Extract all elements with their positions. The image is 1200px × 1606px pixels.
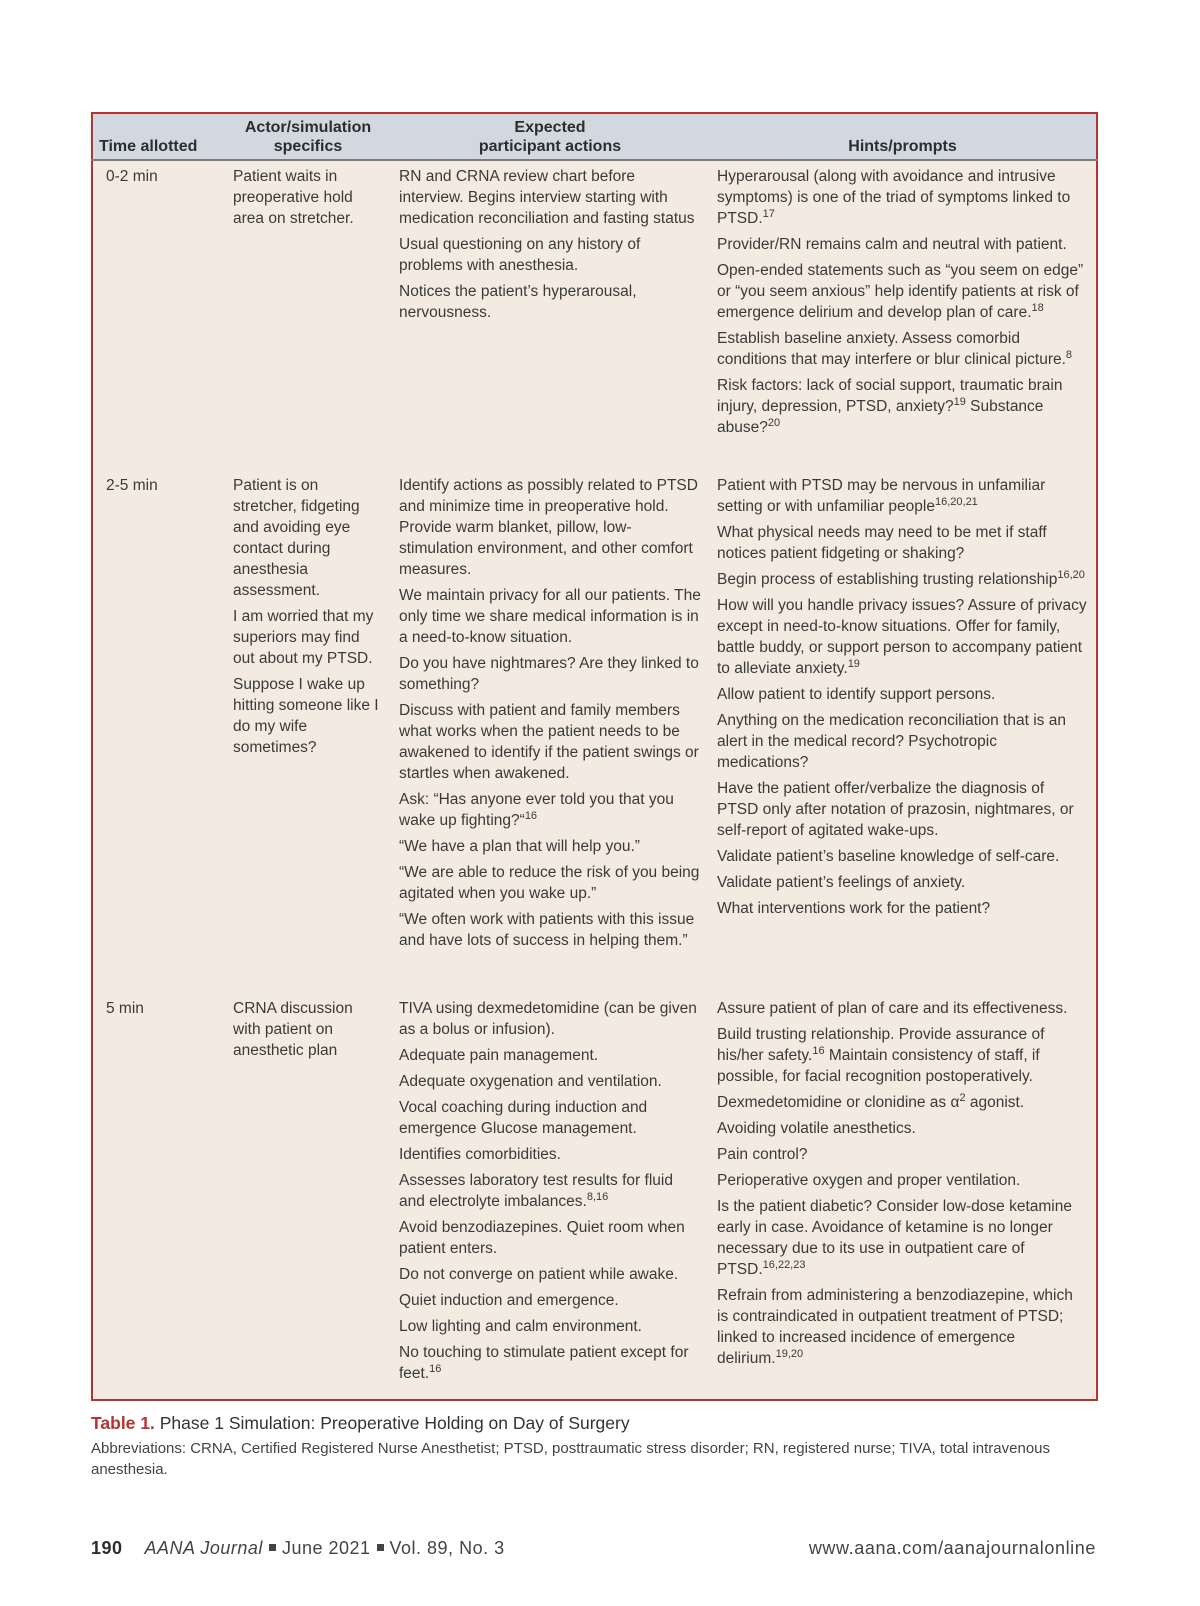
hints-item [717,1196,1088,1280]
hints-item [717,569,1088,590]
hints-cell [709,470,1097,993]
item-text: Identify actions as possibly related to PTSD and minimize time in preoperative hold. Provide warm blanket, pillow, low-stimulation environment, and other comfort measures. [399,477,698,578]
item-text: Low lighting and calm environment. [399,1318,642,1335]
item-text: Hyperarousal (along with avoidance and intrusive symptoms) is one of the triad of symptoms linked to PTSD. [717,168,1071,227]
item-text: Provider/RN remains calm and neutral with patient. [717,236,1067,253]
item-text: Identifies comorbidities. [399,1146,561,1163]
hints-item [717,778,1088,841]
item-text-continued: Maintain consistency of staff, if possible, for facial recognition postoperatively. [717,1047,1040,1085]
issue-volume: Vol. 89, No. 3 [389,1538,505,1558]
reference-superscript: 2 [959,1092,966,1104]
item-text: “We often work with patients with this issue and have lots of success in helping them.” [399,911,695,949]
journal-url[interactable]: www.aana.com/aanajournalonline [808,1538,1096,1558]
bullet-square-icon [377,1544,384,1551]
expected-item [399,862,701,904]
bullet-square-icon [269,1544,276,1551]
expected-cell [391,993,709,1400]
page-number: 190 [91,1538,123,1558]
item-text: Avoiding volatile anesthetics. [717,1120,916,1137]
expected-item [399,700,701,784]
hints-item [717,234,1088,255]
reference-superscript: 19,20 [775,1348,804,1360]
actor-cell [225,993,391,1400]
item-text: Validate patient’s feelings of anxiety. [717,874,966,891]
reference-superscript: 19 [953,396,966,408]
hints-cell [709,160,1097,470]
time-allotted-cell: 2-5 min [106,477,158,494]
expected-item [399,1045,701,1066]
item-text: Do you have nightmares? Are they linked to something? [399,655,699,693]
item-text: Do not converge on patient while awake. [399,1266,679,1283]
item-text: Suppose I wake up hitting someone like I do my wife sometimes? [233,676,379,756]
hints-item [717,1024,1088,1087]
actor-item [233,166,383,229]
hints-item [717,1118,1088,1139]
item-text: Establish baseline anxiety. Assess comorbid conditions that may interfere or blur clinical picture. [717,330,1066,368]
item-text: Adequate pain management. [399,1047,599,1064]
hints-item [717,1092,1088,1113]
header-hints-prompts: Hints/prompts [709,113,1097,160]
item-text: Validate patient’s baseline knowledge of self-care. [717,848,1060,865]
item-text: What physical needs may need to be met if staff notices patient fidgeting or shaking? [717,524,1047,562]
caption-label: Table 1. [91,1413,155,1433]
item-text: Assure patient of plan of care and its effectiveness. [717,1000,1068,1017]
expected-cell [391,160,709,470]
hints-item [717,522,1088,564]
caption-title: Phase 1 Simulation: Preoperative Holding on Day of Surgery [159,1413,630,1433]
issue-date: June 2021 [281,1538,371,1558]
hints-item [717,475,1088,517]
hints-item [717,166,1088,229]
item-text: Pain control? [717,1146,808,1163]
expected-item [399,1144,701,1165]
item-text: RN and CRNA review chart before interview. Begins interview starting with medication reconciliation and fasting status [399,168,695,227]
item-text: Usual questioning on any history of problems with anesthesia. [399,236,641,274]
footer-left [91,1538,505,1559]
item-text: Ask: “Has anyone ever told you that you wake up fighting?“ [399,791,674,829]
item-text: Dexmedetomidine or clonidine as α [717,1094,960,1111]
reference-superscript: 19 [847,658,860,670]
item-text: No touching to stimulate patient except for feet. [399,1344,689,1382]
expected-item [399,1342,701,1384]
actor-cell [225,160,391,470]
expected-item [399,1217,701,1259]
reference-superscript: 20 [767,417,781,429]
expected-item [399,653,701,695]
item-text: Assesses laboratory test results for fluid and electrolyte imbalances. [399,1172,673,1210]
expected-item [399,281,701,323]
hints-item [717,260,1088,323]
expected-item [399,1170,701,1212]
reference-superscript: 17 [762,208,775,220]
item-text: Vocal coaching during induction and emergence Glucose management. [399,1099,648,1137]
item-text: I am worried that my superiors may find out about my PTSD. [233,608,374,667]
item-text: Discuss with patient and family members what works when the patient needs to be awakened to identify if the patient swings or startles when awakened. [399,702,699,782]
item-text: How will you handle privacy issues? Assure of privacy except in need-to-know situations. Offer for family, battle buddy, or support person to accompany patient to alleviate anxiety. [717,597,1087,677]
reference-superscript: 16,22,23 [762,1259,806,1271]
hints-item [717,846,1088,867]
expected-item [399,1290,701,1311]
expected-item [399,475,701,580]
expected-item [399,909,701,951]
item-text-continued: agonist. [965,1094,1025,1111]
hints-item [717,872,1088,893]
expected-item [399,836,701,857]
hints-item [717,1144,1088,1165]
expected-item [399,1264,701,1285]
actor-cell [225,470,391,993]
item-text: What interventions work for the patient? [717,900,991,917]
item-text: Build trusting relationship. Provide assurance of his/her safety. [717,1026,1045,1064]
reference-superscript: 8,16 [586,1191,609,1203]
expected-item [399,998,701,1040]
table-caption [91,1413,630,1434]
expected-item [399,1316,701,1337]
expected-item [399,166,701,229]
item-text: Adequate oxygenation and ventilation. [399,1073,662,1090]
item-text: Quiet induction and emergence. [399,1292,619,1309]
table-row [92,993,1097,1400]
time-allotted-cell: 5 min [106,1000,144,1017]
actor-item [233,998,383,1061]
item-text: Patient is on stretcher, fidgeting and avoiding eye contact during anesthesia assessment. [233,477,360,599]
time-allotted-cell: 0-2 min [106,168,158,185]
item-text: TIVA using dexmedetomidine (can be given as a bolus or infusion). [399,1000,697,1038]
reference-superscript: 16,20,21 [934,496,978,508]
item-text: Refrain from administering a benzodiazepine, which is contraindicated in outpatient treatment of PTSD; linked to increased incidence of emergence delirium. [717,1287,1073,1367]
reference-superscript: 8 [1065,349,1073,361]
expected-item [399,1097,701,1139]
journal-name: AANA Journal [144,1538,263,1558]
hints-item [717,898,1088,919]
hints-item [717,998,1088,1019]
item-text: We maintain privacy for all our patients. The only time we share medical information is in a need-to-know situation. [399,587,701,646]
hints-item [717,1285,1088,1369]
simulation-table [91,112,1098,1401]
reference-superscript: 16 [812,1045,825,1057]
actor-item [233,606,383,669]
item-text: Is the patient diabetic? Consider low-dose ketamine early in case. Avoidance of ketamine is no longer necessary due to its use in outpatient care of PTSD. [717,1198,1072,1278]
hints-item [717,595,1088,679]
item-text: Patient waits in preoperative hold area on stretcher. [233,168,354,227]
hints-cell [709,993,1097,1400]
expected-item [399,1071,701,1092]
abbreviations-note: Abbreviations: CRNA, Certified Registered Nurse Anesthetist; PTSD, posttraumatic stress disorder; RN, registered nurse; TIVA, total intravenous anesthesia. [91,1440,1051,1478]
table-header [92,113,1097,160]
table-row [92,160,1097,470]
expected-item [399,585,701,648]
reference-superscript: 16 [429,1363,442,1375]
item-text: Anything on the medication reconciliation that is an alert in the medical record? Psychotropic medications? [717,712,1066,771]
item-text: CRNA discussion with patient on anesthetic plan [233,1000,353,1059]
hints-item [717,1170,1088,1191]
actor-item [233,674,383,758]
hints-item [717,375,1088,438]
actor-item [233,475,383,601]
item-text-continued: Substance abuse? [717,398,1044,436]
item-text: “We are able to reduce the risk of you being agitated when you wake up.” [399,864,700,902]
item-text: “We have a plan that will help you.” [399,838,640,855]
item-text: Open-ended statements such as “you seem on edge” or “you seem anxious” help identify patients at risk of emergence delirium and develop plan of care. [717,262,1084,321]
hints-item [717,710,1088,773]
expected-item [399,234,701,276]
table-body [92,160,1097,1400]
reference-superscript: 18 [1031,302,1044,314]
table-row [92,470,1097,993]
hints-item [717,684,1088,705]
reference-superscript: 16 [524,810,538,822]
item-text: Avoid benzodiazepines. Quiet room when patient enters. [399,1219,685,1257]
item-text: Begin process of establishing trusting relationship [717,571,1058,588]
expected-cell [391,470,709,993]
item-text: Patient with PTSD may be nervous in unfamiliar setting or with unfamiliar people [717,477,1046,515]
item-text: Allow patient to identify support persons. [717,686,996,703]
reference-superscript: 16,20 [1057,569,1085,581]
header-actor-simulation: Actor/simulation specifics [225,113,391,160]
item-text: Notices the patient’s hyperarousal, nervousness. [399,283,637,321]
hints-item [717,328,1088,370]
item-text: Perioperative oxygen and proper ventilation. [717,1172,1021,1189]
item-text: Have the patient offer/verbalize the diagnosis of PTSD only after notation of prazosin, nightmares, or self-report of agitated wake-ups. [717,780,1074,839]
expected-item [399,789,701,831]
header-expected-actions: Expected participant actions [391,113,709,160]
item-text: Risk factors: lack of social support, traumatic brain injury, depression, PTSD, anxiety? [717,377,1063,415]
header-time-allotted: Time allotted [92,113,225,160]
